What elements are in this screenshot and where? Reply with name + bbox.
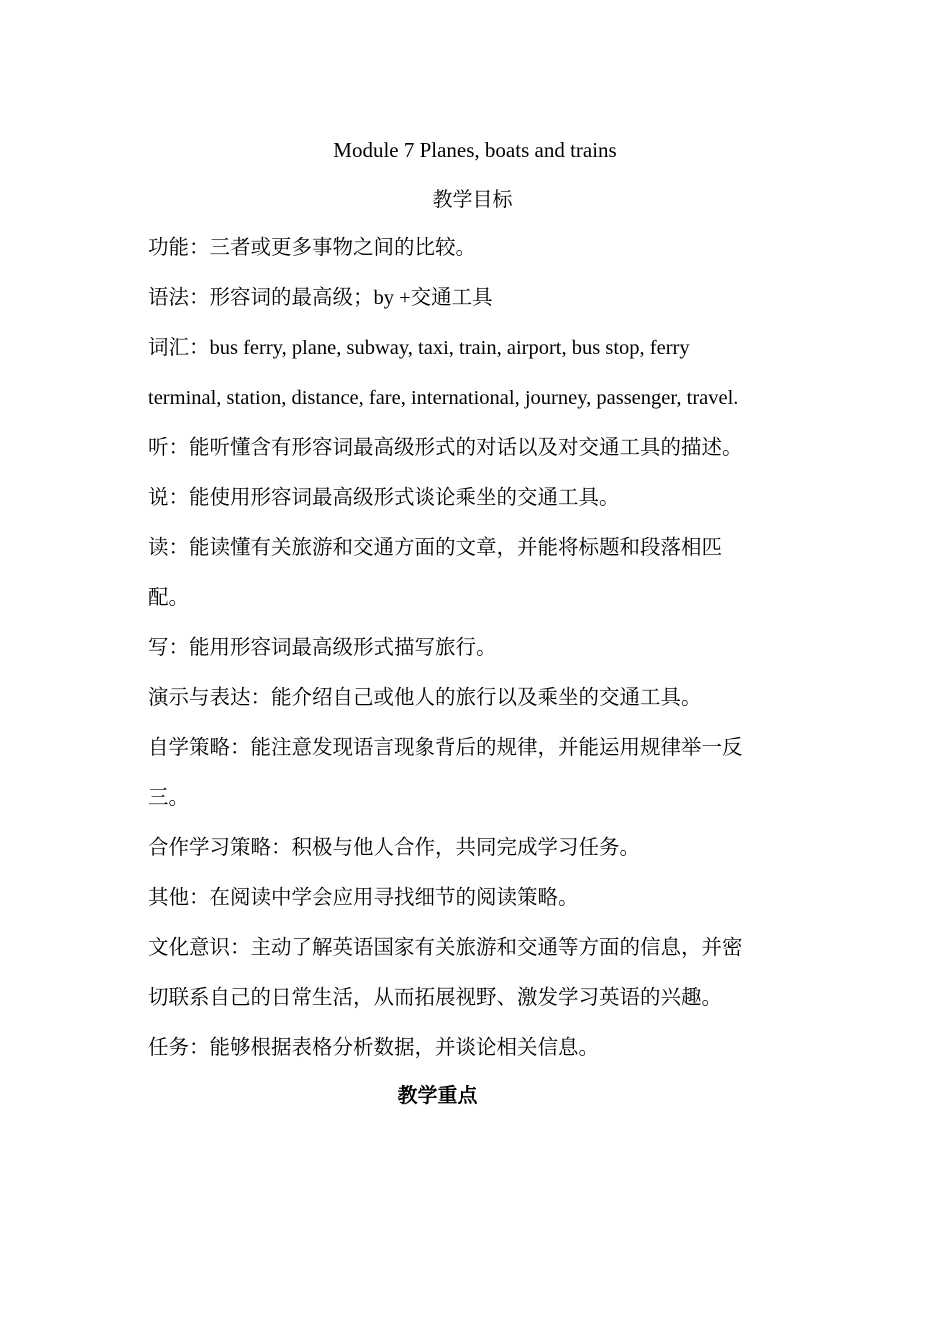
objective-line: 听：能听懂含有形容词最高级形式的对话以及对交通工具的描述。: [148, 437, 743, 459]
objectives-body: [148, 233, 808, 1083]
objective-line: 演示与表达：能介绍自己或他人的旅行以及乘坐的交通工具。: [148, 687, 702, 709]
objective-line: terminal, station, distance, fare, international, journey, passenger, travel.: [148, 387, 739, 409]
section-title-objectives: 教学目标: [432, 187, 513, 211]
objective-line: 功能：三者或更多事物之间的比较。: [148, 237, 476, 259]
document-title: Module 7 Planes, boats and trains: [333, 138, 617, 162]
objective-line: 说：能使用形容词最高级形式谈论乘坐的交通工具。: [148, 487, 620, 509]
objective-line: 文化意识：主动了解英语国家有关旅游和交通等方面的信息，并密: [148, 937, 743, 959]
objective-line: 任务：能够根据表格分析数据，并谈论相关信息。: [148, 1037, 599, 1059]
section-title-key-points: 教学重点: [397, 1083, 478, 1107]
objective-line: 其他：在阅读中学会应用寻找细节的阅读策略。: [148, 887, 579, 909]
objective-line: 合作学习策略：积极与他人合作，共同完成学习任务。: [148, 837, 640, 859]
objective-line: 三。: [148, 787, 189, 809]
objective-line: 语法：形容词的最高级；by +交通工具: [148, 287, 493, 309]
objective-line: 切联系自己的日常生活，从而拓展视野、激发学习英语的兴趣。: [148, 987, 722, 1009]
objective-line: 配。: [148, 587, 189, 609]
objective-line: 写：能用形容词最高级形式描写旅行。: [148, 637, 497, 659]
objective-line: 词汇：bus ferry, plane, subway, taxi, train, airport, bus stop, ferry: [148, 337, 690, 359]
objective-line: 读：能读懂有关旅游和交通方面的文章，并能将标题和段落相匹: [148, 537, 722, 559]
objective-line: 自学策略：能注意发现语言现象背后的规律，并能运用规律举一反: [148, 737, 743, 759]
